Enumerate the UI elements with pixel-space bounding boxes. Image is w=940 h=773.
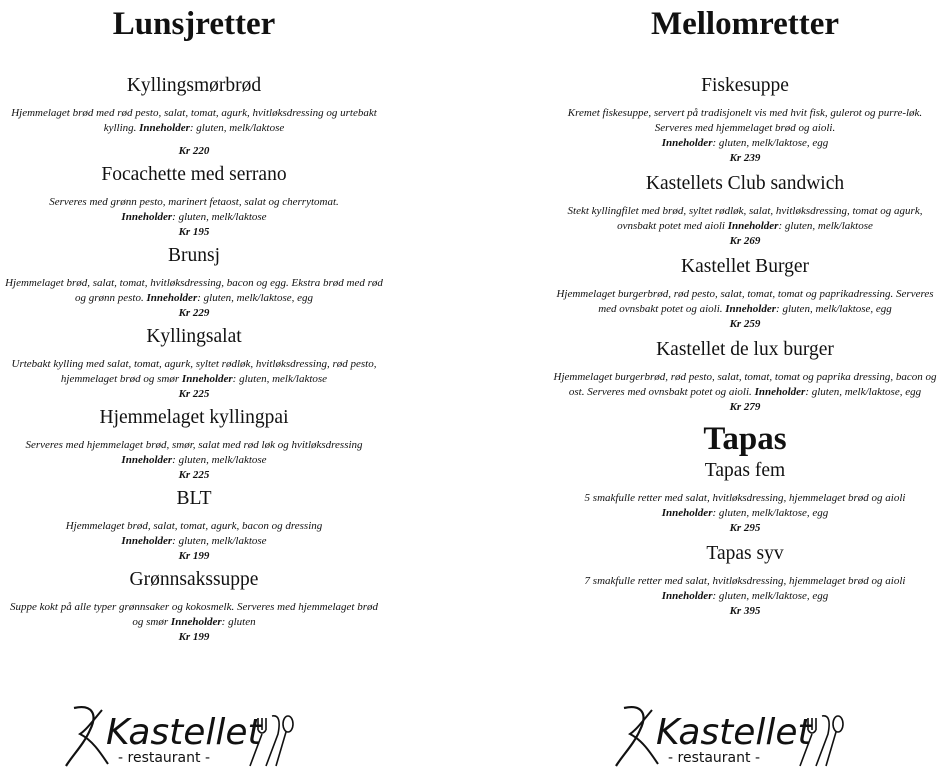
dish-name: Brunsj: [167, 245, 220, 266]
contains-label: Inneholder: [121, 454, 173, 466]
restaurant-logo: [62, 700, 302, 770]
dish-description: Serveres med hjemmelaget brød, smør, salat med rød løk og hvitløksdressing Inneholder: gluten, melk/laktose: [25, 439, 363, 466]
contains-label: Inneholder: [139, 122, 190, 134]
dish-description: Stekt kyllingfilet med brød, syltet rødløk, salat, hvitløksdressing, tomat og agurk, ovnsbakt potet med aioli Inneholder: gluten, melk/laktose: [567, 205, 923, 232]
menu-item: [0, 568, 388, 645]
dish-description: Hjemmelaget burgerbrød, rød pesto, salat, tomat, tomat og paprikadressing. Serveres med ovnsbakt potet og aioli. Inneholder: gluten, melk/laktose, egg: [556, 288, 934, 315]
dish-price: Kr 225: [178, 469, 210, 481]
dish-price: Kr 395: [729, 605, 761, 617]
menu-item: [0, 487, 388, 564]
dish-description: 7 smakfulle retter med salat, hvitløksdressing, hjemmelaget brød og aioli Inneholder: gluten, melk/laktose, egg: [584, 575, 906, 602]
contains-label: Inneholder: [170, 616, 222, 628]
dish-name: Focachette med serrano: [101, 164, 287, 185]
dish-name: BLT: [176, 488, 212, 509]
menu-item: [548, 74, 940, 166]
mid-course-column: [548, 0, 940, 773]
logo-tagline: - restaurant -: [118, 750, 210, 766]
dish-name: Hjemmelaget kyllingpai: [99, 407, 289, 428]
logo-wordmark: Kastellet: [656, 712, 812, 753]
dish-description: Hjemmelaget brød, salat, tomat, hvitløksdressing, bacon og egg. Ekstra brød med rød og grønn pesto. Inneholder: gluten, melk/laktose, egg: [5, 277, 383, 304]
dish-name: Kastellet Burger: [681, 256, 809, 277]
dish-name: Grønnsakssuppe: [129, 569, 259, 590]
menu-item: [548, 459, 940, 536]
menu-item: [548, 255, 940, 332]
dish-description: Hjemmelaget brød med rød pesto, salat, tomat, agurk, hvitløksdressing og urtebakt kylling. Inneholder: gluten, melk/laktose: [11, 107, 377, 134]
menu-item: [0, 406, 388, 483]
column-title-lunch: Lunsjretter: [112, 6, 276, 42]
dish-price: Kr 195: [178, 226, 210, 238]
menu-item: [548, 338, 940, 415]
dish-price: Kr 229: [178, 307, 210, 319]
dish-price: Kr 199: [178, 631, 210, 643]
contains-label: Inneholder: [121, 211, 173, 223]
restaurant-logo-graphic: [62, 700, 302, 770]
dish-description: Hjemmelaget brød, salat, tomat, agurk, bacon og dressing Inneholder: gluten, melk/laktose: [65, 520, 323, 547]
dish-price: Kr 279: [729, 401, 761, 413]
contains-label: Inneholder: [725, 303, 777, 315]
restaurant-logo-graphic: [612, 700, 852, 770]
dish-description: Serveres med grønn pesto, marinert fetaost, salat og cherrytomat. Inneholder: gluten, melk/laktose: [49, 196, 339, 223]
dish-price: Kr 225: [178, 388, 210, 400]
dish-name: Tapas fem: [704, 460, 786, 481]
menu-item: [0, 325, 388, 402]
dish-price: Kr 239: [729, 152, 761, 164]
dish-price: Kr 199: [178, 550, 210, 562]
dish-description: Kremet fiskesuppe, servert på tradisjonelt vis med hvit fisk, gulerot og purre-løk. Serveres med hjemmelaget brød og aioli. Inneholder: gluten, melk/laktose, egg: [567, 107, 923, 149]
menu-item: [548, 542, 940, 619]
dish-name: Tapas syv: [706, 543, 784, 564]
logo-tagline: - restaurant -: [668, 750, 760, 766]
menu-item: [0, 74, 388, 159]
contains-label: Inneholder: [181, 373, 233, 385]
dish-description: Suppe kokt på alle typer grønnsaker og kokosmelk. Serveres med hjemmelaget brød og smør Inneholder: gluten: [10, 601, 378, 628]
contains-label: Inneholder: [121, 535, 173, 547]
section-title-tapas: Tapas: [703, 421, 787, 457]
dish-price: Kr 220: [178, 145, 210, 157]
dish-name: Kastellet de lux burger: [656, 339, 834, 360]
menu-item: [548, 172, 940, 249]
dish-description: Urtebakt kylling med salat, tomat, agurk, syltet rødløk, hvitløksdressing, rød pesto, hjemmelaget brød og smør Inneholder: gluten, melk/laktose: [11, 358, 377, 385]
logo-wordmark: Kastellet: [106, 712, 262, 753]
contains-label: Inneholder: [661, 137, 713, 149]
contains-label: Inneholder: [754, 386, 806, 398]
dish-name: Kyllingsmørbrød: [126, 75, 262, 96]
dish-price: Kr 259: [729, 318, 761, 330]
dish-name: Fiskesuppe: [701, 75, 789, 96]
dish-name: Kyllingsalat: [146, 326, 242, 347]
dish-price: Kr 295: [729, 522, 761, 534]
contains-label: Inneholder: [727, 220, 779, 232]
dish-name: Kastellets Club sandwich: [645, 173, 845, 194]
contains-label: Inneholder: [661, 507, 713, 519]
restaurant-logo: [612, 700, 852, 770]
column-title-mid-course: Mellomretter: [650, 6, 840, 42]
lunch-column: [0, 0, 388, 773]
dish-description: 5 smakfulle retter med salat, hvitløksdressing, hjemmelaget brød og aioli Inneholder: gluten, melk/laktose, egg: [584, 492, 906, 519]
dish-price: Kr 269: [729, 235, 761, 247]
contains-label: Inneholder: [661, 590, 713, 602]
menu-item: [0, 244, 388, 321]
contains-label: Inneholder: [146, 292, 198, 304]
menu-item: [0, 163, 388, 240]
dish-description: Hjemmelaget burgerbrød, rød pesto, salat, tomat, tomat og paprika dressing, bacon og ost. Serveres med ovnsbakt potet og aioli. Inneholder: gluten, melk/laktose, egg: [553, 371, 937, 398]
